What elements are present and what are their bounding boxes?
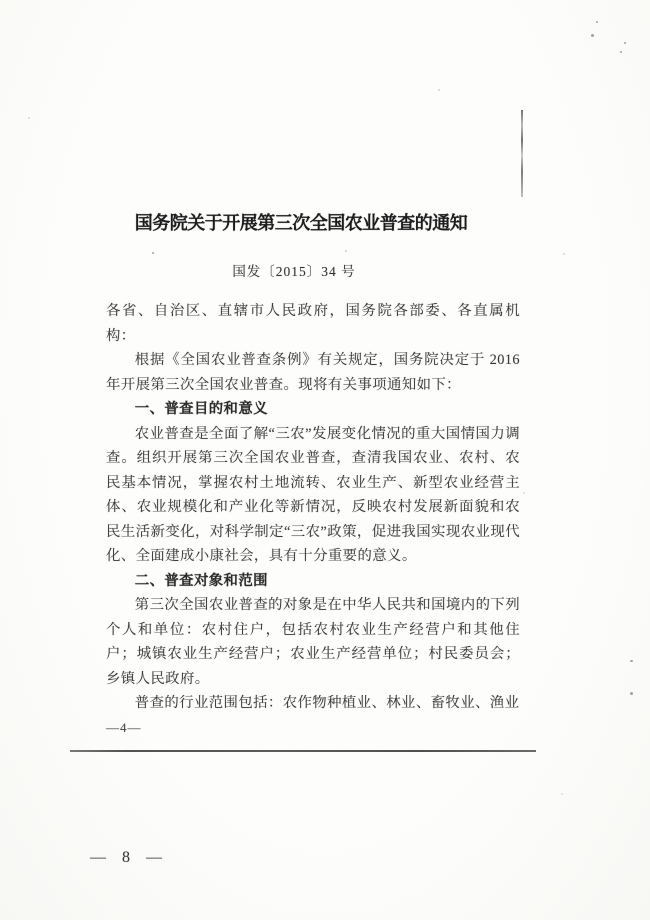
- paragraph: 农业普查是全面了解“三农”发展变化情况的重大国情国力调查。组织开展第三次全国农业普查，查清我国农业、农村、农民基本情况，掌握农村土地流转、农业生产、新型农业经营主体、农业规模化和产业化等新情况，反映农村发展新面貌和农民生活新变化，对科学制定“三农”政策，促进我国实现农业现代化、全面建成小康社会，具有十分重要的意义。: [106, 425, 520, 564]
- scan-speck: [561, 793, 563, 795]
- scan-vertical-line-artifact: [521, 110, 523, 197]
- scan-speck: [591, 34, 594, 37]
- scan-speck: [152, 252, 154, 254]
- paragraph: 根据《全国农业普查条例》有关规定，国务院决定于 2016 年开展第三次全国农业普查。现将有关事项通知如下：: [106, 352, 520, 393]
- footer-page-number: — 8 —: [90, 849, 168, 866]
- page-edge-line: [70, 750, 536, 752]
- scan-speck: [345, 250, 347, 252]
- scan-speck: [523, 492, 525, 494]
- paragraph: 第三次全国农业普查的对象是在中华人民共和国境内的下列个人和单位：农村住户，包括农村农业生产经营户和其他住户；城镇农业生产经营户；农业生产经营单位；村民委员会；乡镇人民政府。: [106, 597, 520, 687]
- section-heading: 一、普查目的和意义: [134, 401, 268, 417]
- inner-page-number: —4—: [106, 719, 142, 735]
- scan-speck: [630, 692, 633, 695]
- scan-speck: [563, 253, 565, 255]
- document-number: 国发〔2015〕34 号: [232, 264, 356, 279]
- scan-speck: [624, 42, 626, 44]
- paragraph: 普查的行业范围包括：农作物种植业、林业、畜牧业、渔业: [134, 695, 520, 711]
- scan-speck: [620, 51, 622, 53]
- scan-speck: [596, 21, 598, 23]
- scan-speck: [28, 117, 30, 119]
- scan-speck: [630, 660, 633, 662]
- body-text: [106, 299, 520, 740]
- section-heading: 二、普查对象和范围: [134, 572, 268, 589]
- scan-speck: [438, 89, 440, 91]
- document-title: 国务院关于开展第三次全国农业普查的通知: [134, 213, 468, 233]
- paragraph: 各省、自治区、直辖市人民政府，国务院各部委、各直属机构：: [106, 303, 520, 344]
